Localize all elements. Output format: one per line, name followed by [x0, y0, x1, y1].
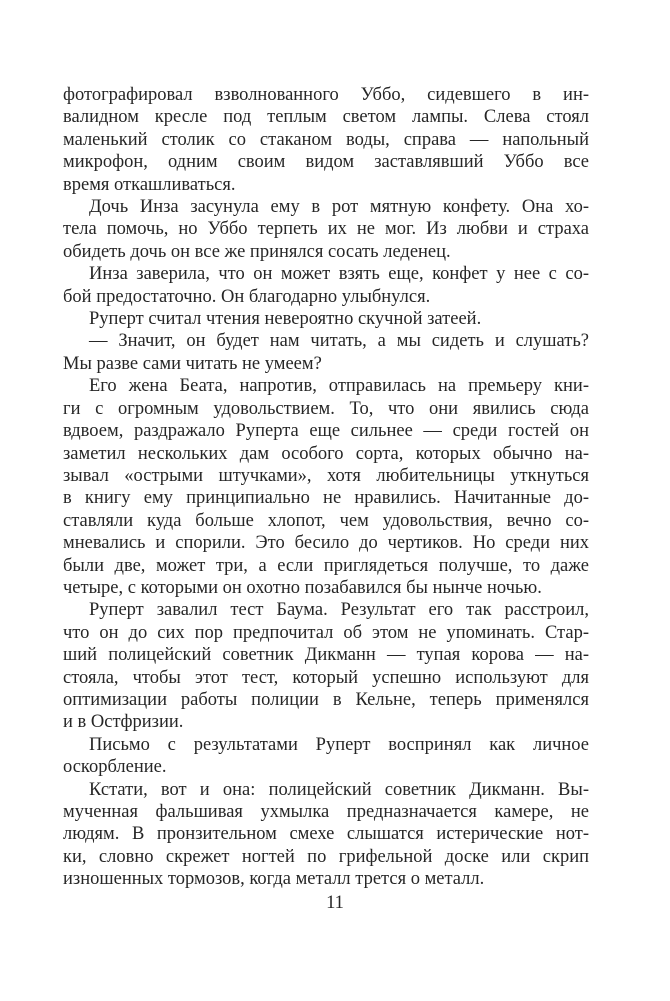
paragraph	[63, 308, 589, 330]
paragraph	[63, 263, 589, 308]
text-line: Дочь Инза засунула ему в рот мятную конфету. Она хо-	[89, 197, 589, 218]
paragraph	[63, 196, 589, 263]
paragraph	[63, 734, 589, 779]
text-line: фотографировал взволнованного Уббо, сидевшего в ин-	[63, 85, 589, 105]
paragraph	[63, 330, 589, 375]
text-line: изношенных тормозов, когда металл трется о металл.	[63, 869, 485, 890]
page-number: 11	[326, 893, 344, 913]
text-line: зывал «острыми штучками», хотя любительницы уткнуться	[63, 465, 589, 486]
text-line: оптимизации работы полиции в Кельне, теперь применялся	[63, 689, 589, 710]
text-line: были две, может три, а если приглядеться получше, то даже	[63, 555, 589, 576]
text-line: Руперт завалил тест Баума. Результат его так расстроил,	[89, 600, 589, 621]
text-line: ги с огромным удовольствием. То, что они явились сюда	[63, 398, 589, 419]
text-line: в книгу ему принципиально не нравились. Начитанные до-	[63, 488, 589, 509]
paragraph	[63, 599, 589, 733]
text-line: время откашливаться.	[63, 174, 236, 195]
text-line: мневались и спорили. Это бесило до чертиков. Но среди них	[63, 533, 589, 554]
text-line: Его жена Беата, напротив, отправилась на премьеру кни-	[89, 376, 589, 397]
text-line: вдвоем, раздражало Руперта еще сильнее — среди гостей он	[63, 421, 589, 442]
text-line: Руперт считал чтения невероятно скучной затеей.	[89, 309, 482, 330]
text-line: ший полицейский советник Дикманн — тупая корова — на-	[63, 645, 589, 666]
text-line: заметил нескольких дам особого сорта, которых обычно на-	[63, 443, 589, 464]
text-line: обидеть дочь он все же принялся сосать леденец.	[63, 241, 451, 262]
text-line: ставляли куда больше хлопот, чем удовольствия, вечно со-	[63, 510, 589, 531]
paragraph	[63, 779, 589, 891]
text-line: валидном кресле под теплым светом лампы. Слева стоял	[63, 107, 589, 128]
text-line: микрофон, одним своим видом заставлявший Уббо все	[63, 152, 589, 173]
text-line: Письмо с результатами Руперт воспринял как личное	[89, 734, 589, 755]
text-line: маленький столик со стаканом воды, справа — напольный	[63, 129, 589, 150]
text-line: Инза заверила, что он может взять еще, конфет у нее с со-	[89, 264, 589, 285]
text-line: — Значит, он будет нам читать, а мы сидеть и слушать?	[89, 331, 589, 352]
text-line: что он до сих пор предпочитал об этом не упоминать. Стар-	[63, 622, 589, 643]
paragraph	[63, 375, 589, 599]
text-line: Мы разве сами читать не умеем?	[63, 353, 322, 374]
text-line: ки, словно скрежет ногтей по грифельной доске или скрип	[63, 846, 589, 867]
text-line: людям. В пронзительном смехе слышатся истерические нот-	[63, 824, 589, 845]
text-line: бой предостаточно. Он благодарно улыбнулся.	[63, 286, 431, 307]
text-line: Кстати, вот и она: полицейский советник Дикманн. Вы-	[89, 779, 589, 800]
text-line: мученная фальшивая ухмылка предназначается камере, не	[63, 802, 589, 822]
text-line: стояла, чтобы этот тест, который успешно используют для	[63, 667, 589, 688]
text-line: четыре, с которыми он охотно позабавился бы нынче ночью.	[63, 577, 542, 598]
text-line: и в Остфризии.	[63, 712, 184, 733]
text-line: тела помочь, но Уббо терпеть их не мог. Из любви и страха	[63, 219, 589, 240]
paragraph	[63, 84, 589, 196]
text-line: оскорбление.	[63, 757, 167, 778]
page-text	[63, 84, 589, 891]
